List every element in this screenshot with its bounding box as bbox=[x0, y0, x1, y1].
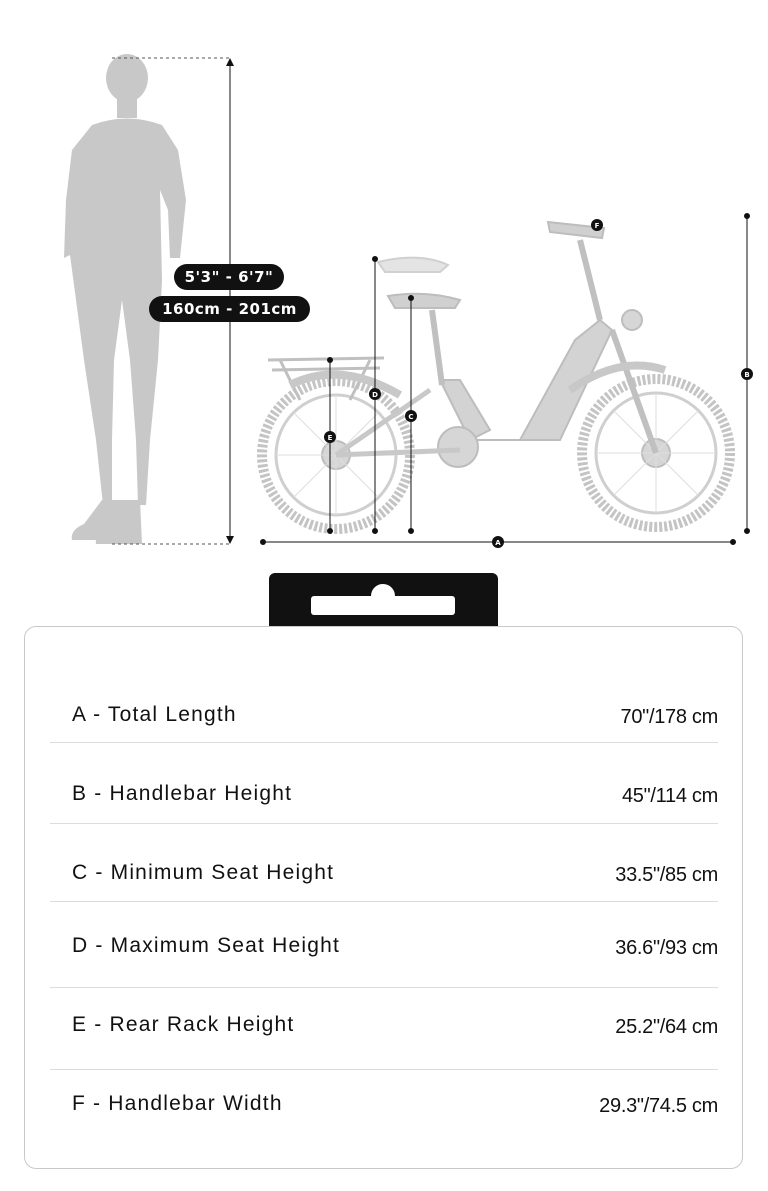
svg-text:D: D bbox=[372, 391, 378, 399]
marker-f bbox=[591, 219, 603, 231]
spec-label: D - Maximum Seat Height bbox=[72, 934, 341, 957]
spec-value: 36.6"/93 cm bbox=[615, 937, 718, 959]
spec-value: 25.2"/64 cm bbox=[615, 1016, 718, 1038]
spec-label: B - Handlebar Height bbox=[72, 782, 293, 805]
marker-c bbox=[405, 410, 417, 422]
marker-d bbox=[369, 388, 381, 400]
spec-divider bbox=[50, 823, 718, 824]
spec-divider bbox=[50, 901, 718, 902]
spec-row-minimum-seat-height bbox=[50, 861, 718, 941]
marker-b bbox=[741, 368, 753, 380]
spec-row-maximum-seat-height bbox=[50, 934, 718, 1014]
spec-label: E - Rear Rack Height bbox=[72, 1013, 295, 1036]
hanger-tab-icon bbox=[269, 573, 498, 633]
svg-text:A: A bbox=[495, 539, 501, 547]
spec-label: F - Handlebar Width bbox=[72, 1092, 283, 1115]
svg-text:C: C bbox=[408, 413, 414, 421]
bike-size-diagram bbox=[0, 0, 768, 560]
spec-row-total-length bbox=[50, 703, 718, 783]
rider-height-metric-badge: 160cm - 201cm bbox=[149, 296, 310, 322]
spec-divider bbox=[50, 1069, 718, 1070]
svg-text:E: E bbox=[327, 434, 333, 442]
svg-text:B: B bbox=[744, 371, 750, 379]
spec-divider bbox=[50, 987, 718, 988]
spec-label: C - Minimum Seat Height bbox=[72, 861, 335, 884]
spec-divider bbox=[50, 742, 718, 743]
spec-row-handlebar-width bbox=[50, 1092, 718, 1172]
spec-panel bbox=[24, 626, 743, 1169]
svg-text:F: F bbox=[594, 222, 600, 230]
ebike-icon bbox=[262, 222, 730, 529]
marker-a bbox=[492, 536, 504, 548]
spec-value: 45"/114 cm bbox=[621, 785, 718, 807]
spec-row-rear-rack-height bbox=[50, 1013, 718, 1093]
spec-value: 33.5"/85 cm bbox=[615, 864, 718, 886]
rider-height-imperial-badge: 5'3" - 6'7" bbox=[174, 264, 284, 290]
spec-row-handlebar-height bbox=[50, 782, 718, 862]
spec-label: A - Total Length bbox=[72, 703, 237, 726]
hanger-slot bbox=[311, 596, 455, 615]
spec-value: 70"/178 cm bbox=[620, 706, 718, 728]
marker-e bbox=[324, 431, 336, 443]
spec-value: 29.3"/74.5 cm bbox=[599, 1095, 718, 1117]
